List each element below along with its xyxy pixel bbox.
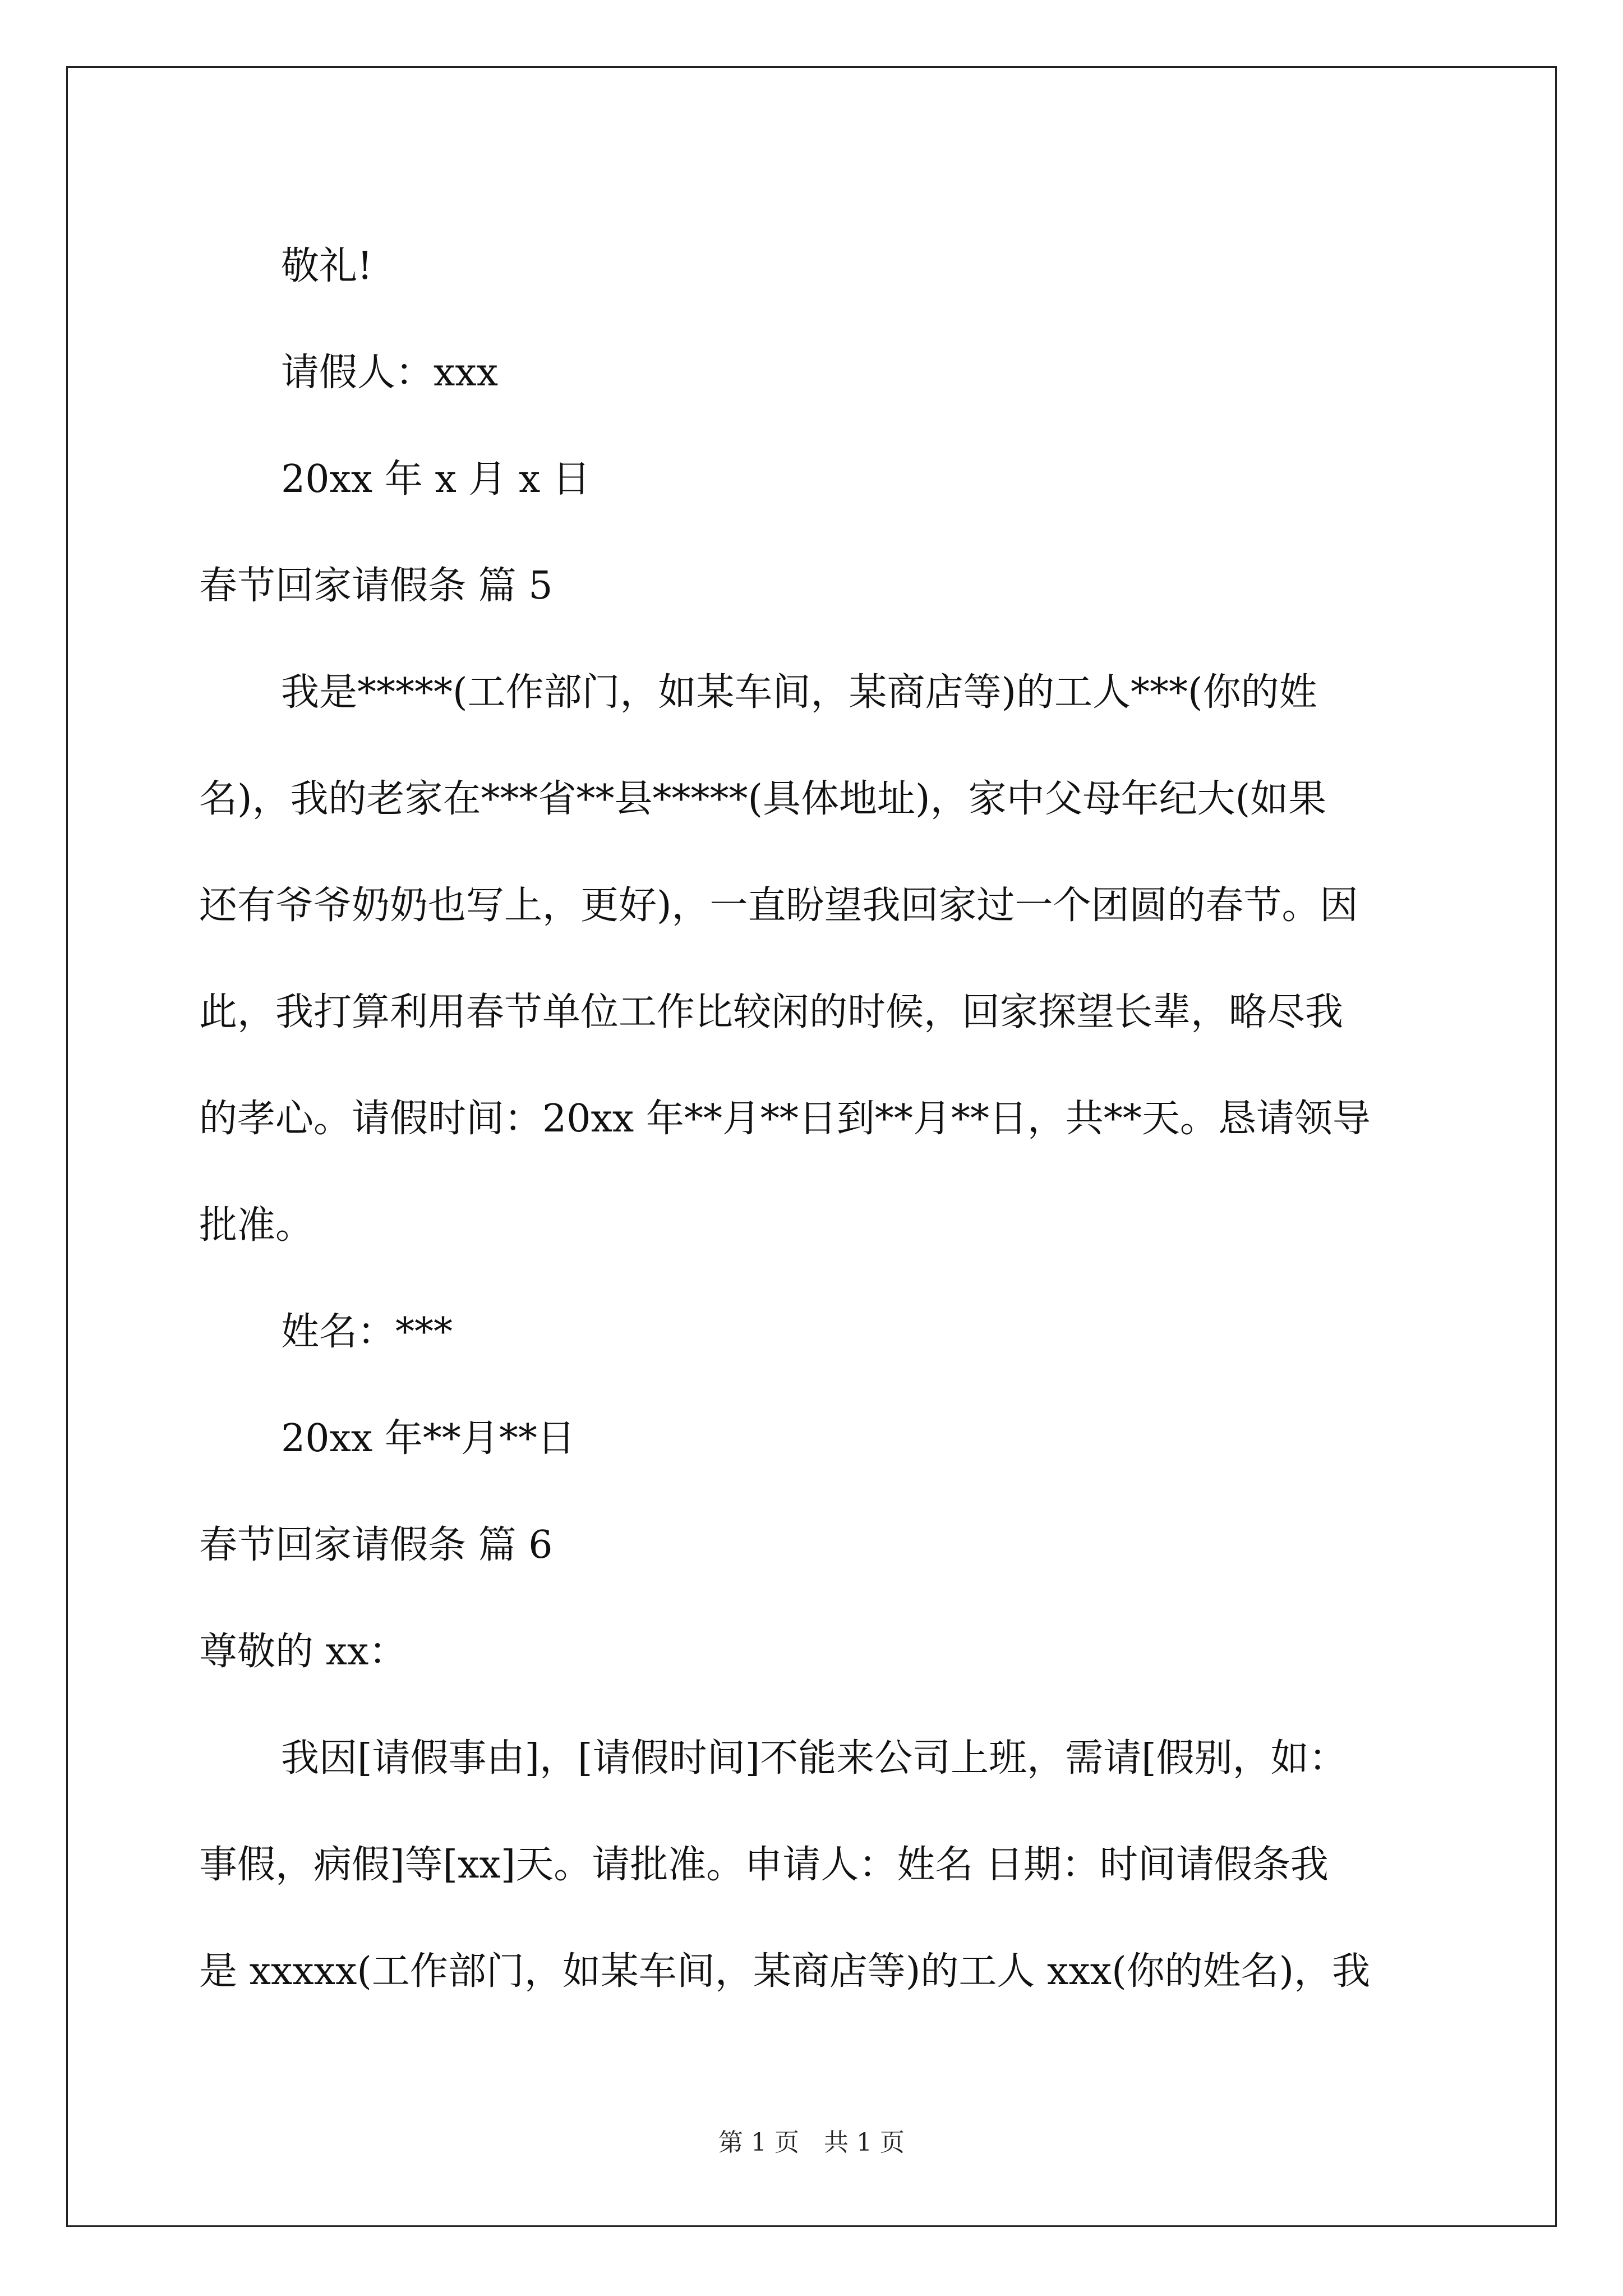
document-body — [199, 213, 1433, 2025]
greeting-line: 尊敬的 xx： — [199, 1630, 407, 1674]
paragraph-line: 我因[请假事由]，[请假时间]不能来公司上班，需请[假别，如： — [281, 1736, 1347, 1780]
signer-line: 请假人：xxx — [281, 351, 499, 395]
date-line-2: 20xx 年**月**日 — [281, 1416, 575, 1461]
paragraph-line: 我是*****(工作部门，如某车间，某商店等)的工人***(你的姓 — [281, 670, 1317, 715]
page-footer: 第 1 页 共 1 页 — [718, 2128, 905, 2157]
paragraph-body-6 — [199, 1705, 1433, 2025]
paragraph-line: 此，我打算利用春节单位工作比较闲的时候，回家探望长辈，略尽我 — [199, 990, 1344, 1034]
paragraph-line: 还有爷爷奶奶也写上，更好)，一直盼望我回家过一个团圆的春节。因 — [199, 884, 1358, 928]
paragraph-line: 是 xxxxx(工作部门，如某车间，某商店等)的工人 xxx(你的姓名)，我 — [199, 1949, 1371, 1994]
date-line: 20xx 年 x 月 x 日 — [281, 457, 591, 501]
section-heading-5: 春节回家请假条 篇 5 — [199, 564, 553, 608]
section-heading-6: 春节回家请假条 篇 6 — [199, 1523, 553, 1567]
paragraph-line: 事假，病假]等[xx]天。请批准。申请人：姓名 日期：时间请假条我 — [199, 1843, 1329, 1887]
paragraph-line: 批准。 — [199, 1203, 314, 1248]
paragraph-line: 的孝心。请假时间：20xx 年**月**日到**月**日，共**天。恳请领导 — [199, 1097, 1371, 1141]
paragraph-body-5 — [199, 639, 1433, 1279]
paragraph-line: 名)，我的老家在***省**县*****(具体地址)，家中父母年纪大(如果 — [199, 777, 1327, 821]
name-line: 姓名：*** — [281, 1310, 453, 1354]
closing-salutation: 敬礼! — [281, 244, 373, 288]
